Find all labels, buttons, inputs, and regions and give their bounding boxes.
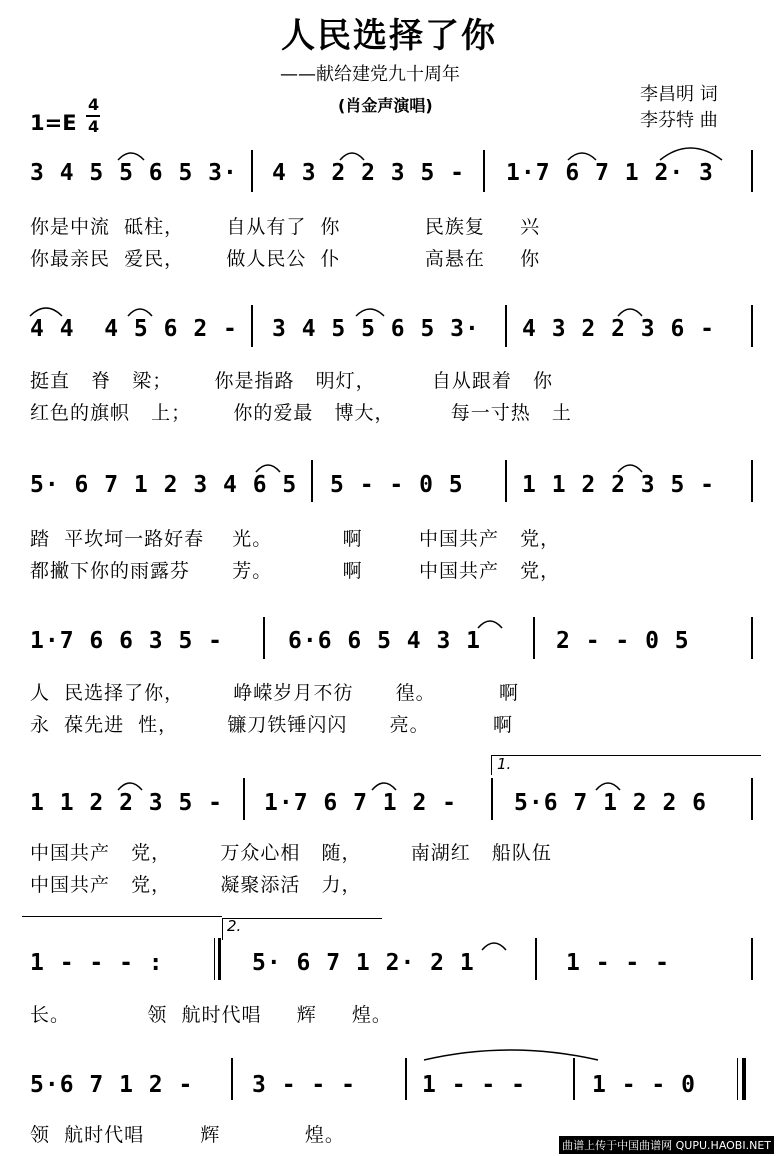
- notes-s3-m2: 5 - - 0 5: [330, 472, 464, 498]
- slur: [256, 465, 280, 472]
- slur: [118, 153, 144, 160]
- song-subtitle: ——献给建党九十周年: [280, 64, 460, 85]
- notes-s7-m3: 1 - - -: [422, 1072, 526, 1098]
- notes-s7-m2: 3 - - -: [252, 1072, 356, 1098]
- notes-s6-m2: 5· 6 7 1 2· 2 1: [252, 950, 475, 976]
- composer-credit: 李芬特 曲: [640, 110, 718, 131]
- notes-s6-m1: 1 - - - :: [30, 950, 164, 976]
- song-title: 人民选择了你: [281, 16, 497, 56]
- slur: [356, 309, 384, 316]
- notes-s1-m3: 1·7 6 7 1 2· 3: [506, 160, 714, 186]
- slur: [478, 621, 502, 628]
- slur: [482, 943, 506, 950]
- slur: [618, 465, 642, 472]
- slur: [340, 153, 364, 160]
- slur: [118, 783, 142, 790]
- watermark: 曲谱上传于中国曲谱网 QUPU.HAOBI.NET: [559, 1136, 774, 1154]
- notes-s5-m3: 5·6 7 1 2 2 6: [514, 790, 708, 816]
- notes-s5-m1: 1 1 2 2 3 5 -: [30, 790, 224, 816]
- slur: [372, 783, 396, 790]
- volta-1-label: 1.: [497, 755, 512, 773]
- lyrics-s6-verse1: 长。 领 航时代唱 辉 煌。: [30, 1004, 392, 1026]
- meter-bottom: 4: [88, 117, 100, 136]
- meter-top: 4: [88, 95, 100, 114]
- singer-credit: (肖金声演唱): [338, 96, 433, 115]
- slur: [660, 148, 722, 160]
- notes-s3-m3: 1 1 2 2 3 5 -: [522, 472, 716, 498]
- notes-s2-m1: 4 4 4 5 6 2 -: [30, 316, 238, 342]
- lyrics-s1-verse1: 你是中流 砥柱， 自从有了 你 民族复 兴: [30, 216, 541, 238]
- lyricist-credit: 李昌明 词: [640, 84, 718, 105]
- notes-s3-m1: 5· 6 7 1 2 3 4 6 5: [30, 472, 298, 498]
- lyrics-s1-verse2: 你最亲民 爱民， 做人民公 仆 高悬在 你: [30, 248, 541, 270]
- lyrics-s4-verse2: 永 葆先进 性， 镰刀铁锤闪闪 亮。 啊: [30, 714, 514, 736]
- notes-s5-m2: 1·7 6 7 1 2 -: [264, 790, 458, 816]
- notes-s4-m1: 1·7 6 6 3 5 -: [30, 628, 224, 654]
- lyrics-s2-verse2: 红色的旗帜 上； 你的爱最 博大， 每一寸热 土: [30, 402, 572, 424]
- notes-s6-m3: 1 - - -: [566, 950, 670, 976]
- slur: [618, 309, 642, 316]
- notes-s2-m3: 4 3 2 2 3 6 -: [522, 316, 716, 342]
- notes-s1-m1: 3 4 5 5 6 5 3·: [30, 160, 238, 186]
- lyrics-s4-verse1: 人 民选择了你， 峥嵘岁月不彷 徨。 啊: [30, 682, 519, 704]
- slur: [30, 308, 62, 316]
- notes-s7-m1: 5·6 7 1 2 -: [30, 1072, 194, 1098]
- lyrics-s7-verse1: 领 航时代唱 辉 煌。: [30, 1124, 345, 1146]
- notes-s1-m2: 4 3 2 2 3 5 -: [272, 160, 466, 186]
- slur: [568, 153, 596, 160]
- lyrics-s5-verse2: 中国共产 党， 凝聚添活 力，: [30, 874, 362, 896]
- notes-s4-m2: 6·6 6 5 4 3 1: [288, 628, 482, 654]
- notes-s4-m3: 2 - - 0 5: [556, 628, 690, 654]
- slur: [128, 309, 152, 316]
- slur: [596, 783, 620, 790]
- lyrics-s2-verse1: 挺直 脊 梁； 你是指路 明灯， 自从跟着 你: [30, 370, 554, 392]
- lyrics-s3-verse2: 都撇下你的雨露芬 芳。 啊 中国共产 党，: [30, 560, 561, 582]
- notes-s7-m4: 1 - - 0: [592, 1072, 696, 1098]
- lyrics-s5-verse1: 中国共产 党， 万众心相 随， 南湖红 船队伍: [30, 842, 552, 864]
- volta-2-label: 2.: [227, 917, 242, 935]
- tie: [424, 1050, 598, 1060]
- lyrics-s3-verse1: 踏 平坎坷一路好春 光。 啊 中国共产 党，: [30, 528, 561, 550]
- notes-s2-m2: 3 4 5 5 6 5 3·: [272, 316, 480, 342]
- key-signature: 1=E: [30, 111, 77, 135]
